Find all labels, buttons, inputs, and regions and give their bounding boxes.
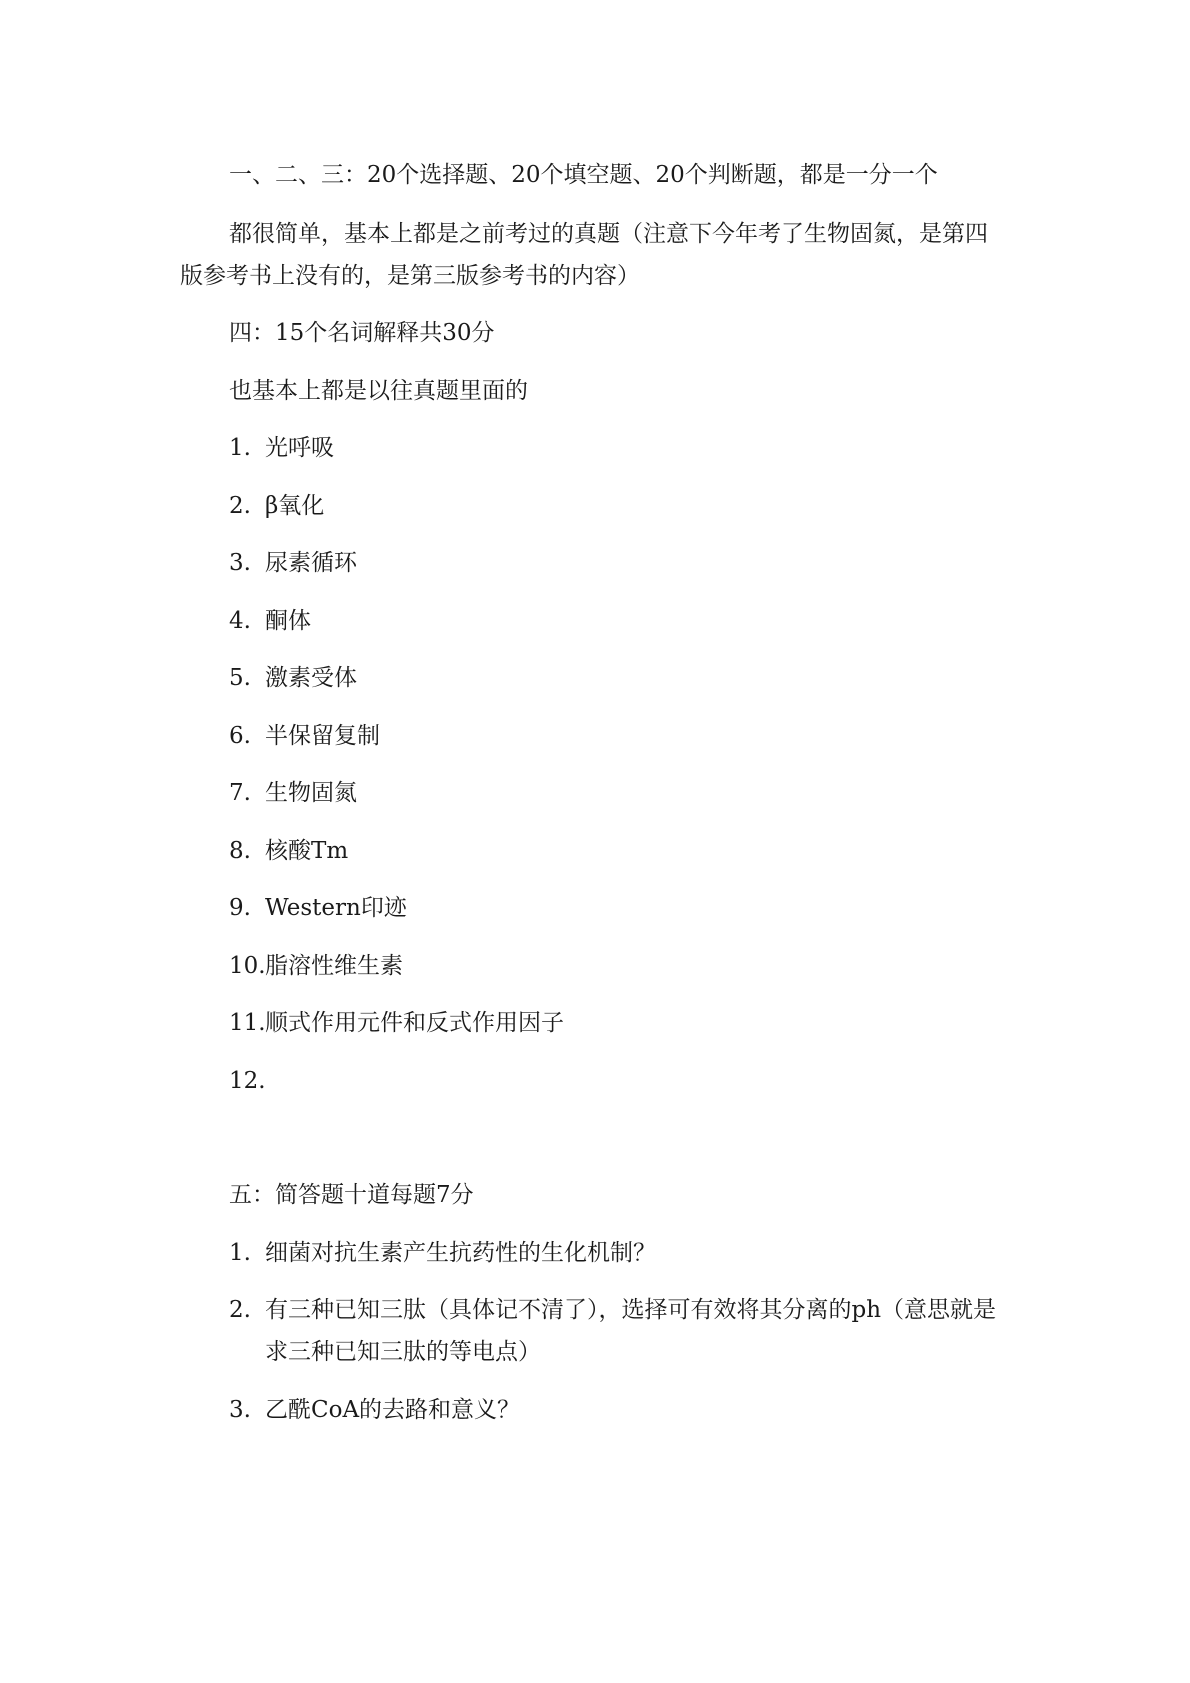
term-item <box>229 951 403 981</box>
term-number: 4. <box>229 608 251 634</box>
term-text: 核酸Tm <box>265 838 349 864</box>
term-text: 激素受体 <box>265 665 357 691</box>
section4-heading: 四：15个名词解释共30分 <box>229 320 495 346</box>
term-item <box>229 606 311 636</box>
term-number: 1. <box>229 435 251 461</box>
term-item <box>229 663 357 693</box>
term-number: 11. <box>229 1010 266 1036</box>
term-text: 生物固氮 <box>265 780 357 806</box>
question-text: 细菌对抗生素产生抗药性的生化机制？ <box>265 1240 656 1266</box>
question-number: 2. <box>229 1297 251 1323</box>
term-number: 9. <box>229 895 251 921</box>
section1-note-line2: 版参考书上没有的，是第三版参考书的内容） <box>180 263 640 289</box>
term-item <box>229 836 348 866</box>
term-text: 脂溶性维生素 <box>265 953 403 979</box>
term-number: 7. <box>229 780 251 806</box>
term-item <box>229 548 357 578</box>
question-number: 1. <box>229 1240 251 1266</box>
term-number: 8. <box>229 838 251 864</box>
question-number: 3. <box>229 1397 251 1423</box>
term-item <box>229 778 357 808</box>
term-number: 12. <box>229 1068 266 1094</box>
section1-heading: 一、二、三：20个选择题、20个填空题、20个判断题，都是一分一个 <box>229 162 938 188</box>
question-item <box>229 1395 520 1425</box>
term-text: 光呼吸 <box>265 435 334 461</box>
term-text: 尿素循环 <box>265 550 357 576</box>
question-text: 乙酰CoA的去路和意义？ <box>265 1397 521 1423</box>
term-number: 3. <box>229 550 251 576</box>
section1-note-line1: 都很简单，基本上都是之前考过的真题（注意下今年考了生物固氮，是第四 <box>229 221 988 247</box>
term-item <box>229 721 380 751</box>
term-number: 2. <box>229 493 251 519</box>
question-text-continued: 求三种已知三肽的等电点） <box>265 1339 541 1365</box>
term-text: 半保留复制 <box>265 723 380 749</box>
term-text: 顺式作用元件和反式作用因子 <box>265 1010 564 1036</box>
term-text: Western印迹 <box>265 895 407 921</box>
term-item <box>229 491 324 521</box>
term-text: β氧化 <box>265 493 325 519</box>
term-number: 6. <box>229 723 251 749</box>
term-text: 酮体 <box>265 608 311 634</box>
term-item <box>229 893 407 923</box>
term-number: 5. <box>229 665 251 691</box>
term-item <box>229 433 334 463</box>
term-number: 10. <box>229 953 266 979</box>
section5-heading: 五：简答题十道每题7分 <box>229 1182 474 1208</box>
term-item <box>229 1008 564 1038</box>
section4-note: 也基本上都是以往真题里面的 <box>229 378 528 404</box>
question-text: 有三种已知三肽（具体记不清了），选择可有效将其分离的ph（意思就是 <box>265 1297 997 1323</box>
term-item <box>229 1066 265 1096</box>
question-item <box>229 1295 996 1325</box>
question-item <box>229 1238 656 1268</box>
